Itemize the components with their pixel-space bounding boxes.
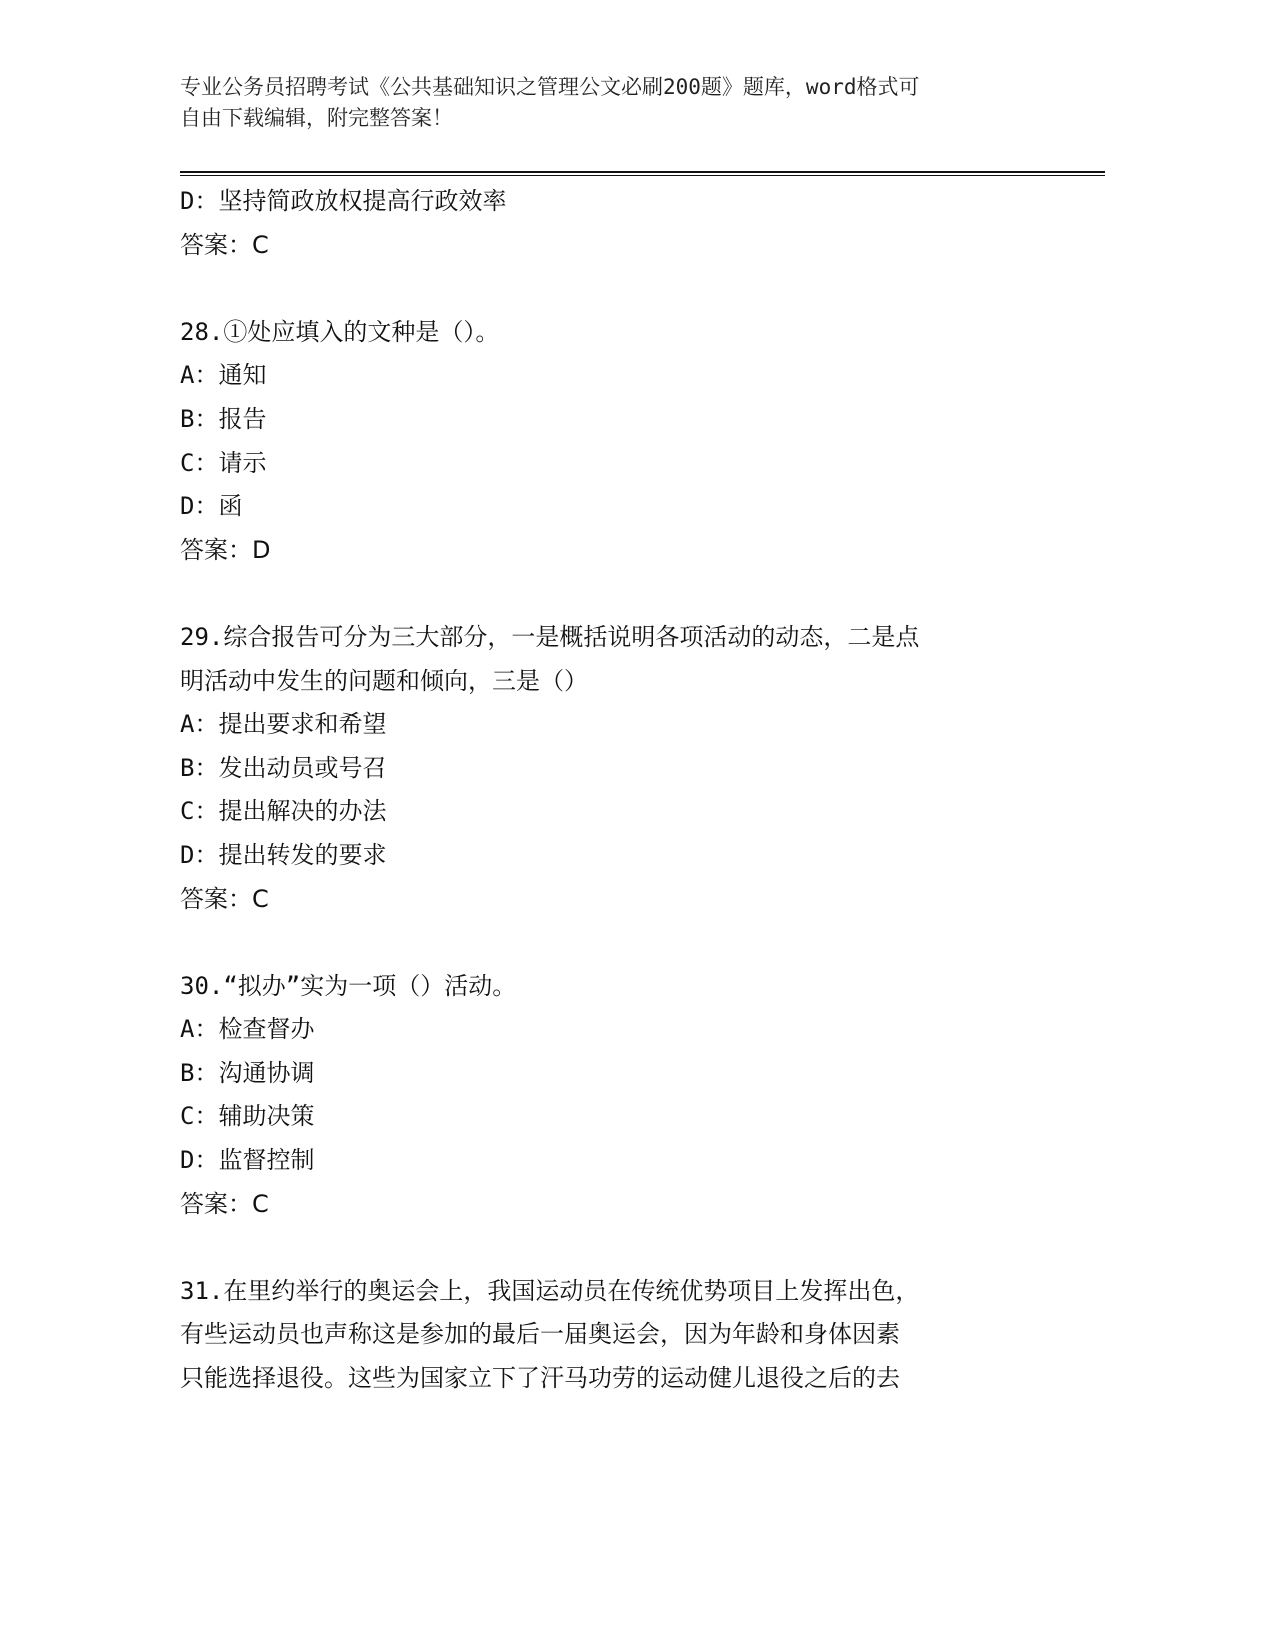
question-line: 只能选择退役。这些为国家立下了汗马功劳的运动健儿退役之后的去: [180, 1364, 900, 1393]
question-line: B：发出动员或号召: [180, 753, 387, 782]
answer-line: 答案：C: [180, 884, 269, 913]
answer-line: 答案：C: [180, 230, 269, 259]
question-line: A：通知: [180, 361, 267, 390]
spacer: [180, 267, 1060, 311]
answer-line: 答案：C: [180, 1189, 269, 1218]
question-line: D：提出转发的要求: [180, 840, 387, 869]
header-line-1: 专业公务员招聘考试《公共基础知识之管理公文必刷200题》题库，word格式可: [180, 75, 920, 99]
spacer: [180, 921, 1060, 965]
question-line: 31.在里约举行的奥运会上，我国运动员在传统优势项目上发挥出色，: [180, 1276, 920, 1305]
spacer: [180, 572, 1060, 616]
question-content: [180, 180, 1060, 1401]
question-line: 30.“拟办”实为一项（）活动。: [180, 971, 517, 1000]
question-line: D：监督控制: [180, 1146, 315, 1175]
question-line: D：坚持简政放权提高行政效率: [180, 187, 507, 215]
question-line: B：报告: [180, 404, 267, 433]
question-line: 明活动中发生的问题和倾向，三是（）: [180, 666, 588, 695]
question-line: 29.综合报告可分为三大部分，一是概括说明各项活动的动态，二是点: [180, 622, 920, 651]
question-line: A：提出要求和希望: [180, 710, 387, 739]
question-line: C：请示: [180, 448, 267, 477]
question-line: A：检查督办: [180, 1015, 315, 1044]
question-line: 28.①处应填入的文种是（）。: [180, 317, 500, 346]
question-line: C：提出解决的办法: [180, 797, 387, 826]
document-header: [180, 72, 1040, 134]
header-line-2: 自由下载编辑，附完整答案！: [180, 106, 453, 130]
header-divider-top: [180, 171, 1105, 173]
question-line: 有些运动员也声称这是参加的最后一届奥运会，因为年龄和身体因素: [180, 1320, 900, 1349]
header-divider-bottom: [180, 175, 1105, 176]
question-line: C：辅助决策: [180, 1102, 315, 1131]
question-line: D：函: [180, 492, 243, 521]
answer-line: 答案：D: [180, 535, 271, 564]
question-line: B：沟通协调: [180, 1058, 315, 1087]
spacer: [180, 1226, 1060, 1270]
